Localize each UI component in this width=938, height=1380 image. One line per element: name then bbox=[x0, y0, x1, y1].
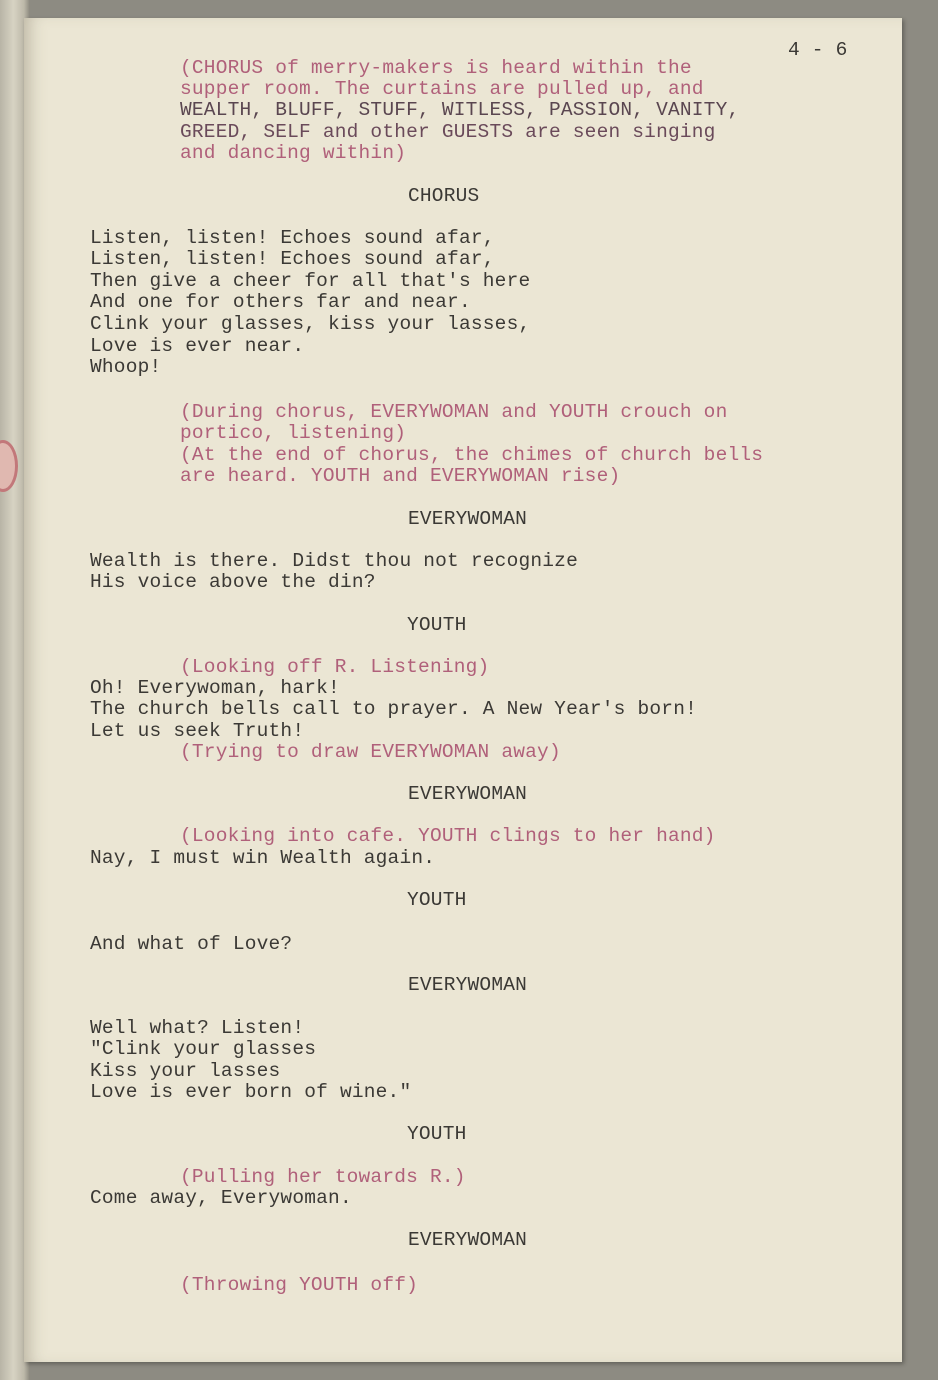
dialogue-line: And what of Love? bbox=[90, 933, 293, 955]
dialogue-line: His voice above the din? bbox=[90, 571, 376, 593]
dialogue-line: Nay, I must win Wealth again. bbox=[90, 847, 436, 869]
dialogue-line: Love is ever born of wine." bbox=[90, 1081, 412, 1103]
speaker-heading: EVERYWOMAN bbox=[408, 974, 528, 996]
direction-line: (At the end of chorus, the chimes of church bells bbox=[180, 444, 764, 466]
direction-line: GREED, SELF and other GUESTS are seen singing bbox=[180, 121, 716, 143]
verse-line: Love is ever near. bbox=[90, 335, 305, 357]
speaker-heading: YOUTH bbox=[407, 1123, 467, 1145]
stage-direction: (Pulling her towards R.) bbox=[180, 1166, 466, 1188]
dialogue-line: Well what? Listen! bbox=[90, 1017, 305, 1039]
dialogue-line: The church bells call to prayer. A New Year's born! bbox=[90, 698, 697, 720]
stage-direction: (Looking into cafe. YOUTH clings to her hand) bbox=[180, 825, 716, 847]
speaker-heading: EVERYWOMAN bbox=[408, 1229, 528, 1251]
direction-line: are heard. YOUTH and EVERYWOMAN rise) bbox=[180, 465, 621, 487]
direction-line: supper room. The curtains are pulled up, and bbox=[180, 78, 704, 100]
verse-line: And one for others far and near. bbox=[90, 291, 471, 313]
dialogue-line: Oh! Everywoman, hark! bbox=[90, 677, 340, 699]
speaker-heading: YOUTH bbox=[407, 889, 467, 911]
direction-line: (During chorus, EVERYWOMAN and YOUTH crouch on bbox=[180, 401, 728, 423]
speaker-heading: YOUTH bbox=[407, 614, 467, 636]
verse-line: Clink your glasses, kiss your lasses, bbox=[90, 313, 531, 335]
spine-red-mark bbox=[0, 440, 18, 492]
verse-line: Whoop! bbox=[90, 356, 162, 378]
verse-line: Then give a cheer for all that's here bbox=[90, 270, 531, 292]
direction-line: and dancing within) bbox=[180, 142, 407, 164]
speaker-heading: EVERYWOMAN bbox=[408, 783, 528, 805]
stage-direction: (Trying to draw EVERYWOMAN away) bbox=[180, 741, 561, 763]
dialogue-line: Come away, Everywoman. bbox=[90, 1187, 352, 1209]
dialogue-line: Let us seek Truth! bbox=[90, 720, 305, 742]
direction-line: (CHORUS of merry-makers is heard within the bbox=[180, 57, 692, 79]
stage-direction: (Throwing YOUTH off) bbox=[180, 1274, 419, 1296]
direction-line: portico, listening) bbox=[180, 422, 407, 444]
dialogue-line: "Clink your glasses bbox=[90, 1038, 317, 1060]
script-page bbox=[24, 18, 902, 1362]
speaker-heading: EVERYWOMAN bbox=[408, 508, 528, 530]
stage-direction: (Looking off R. Listening) bbox=[180, 656, 490, 678]
page-number: 4 - 6 bbox=[788, 39, 848, 61]
dialogue-line: Wealth is there. Didst thou not recognize bbox=[90, 550, 578, 572]
dialogue-line: Kiss your lasses bbox=[90, 1060, 281, 1082]
direction-line: WEALTH, BLUFF, STUFF, WITLESS, PASSION, VANITY, bbox=[180, 99, 740, 121]
speaker-heading: CHORUS bbox=[408, 185, 480, 207]
verse-line: Listen, listen! Echoes sound afar, bbox=[90, 248, 495, 270]
verse-line: Listen, listen! Echoes sound afar, bbox=[90, 227, 495, 249]
